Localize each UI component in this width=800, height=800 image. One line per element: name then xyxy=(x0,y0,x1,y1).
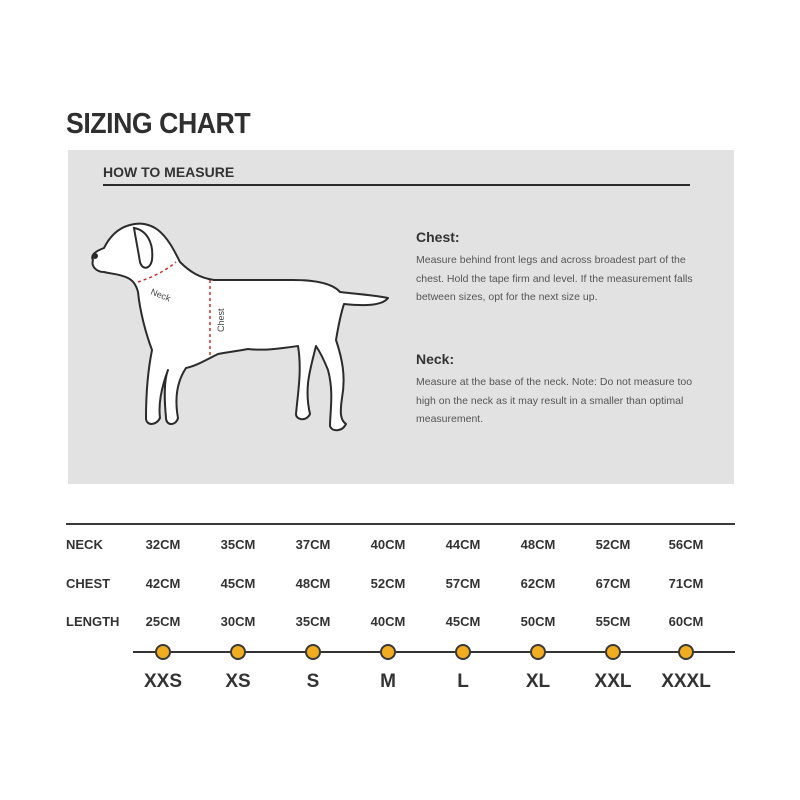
neck-label: Neck xyxy=(149,286,173,304)
table-cell: 52CM xyxy=(370,576,406,591)
table-cell: 35CM xyxy=(220,537,256,552)
table-cell: 48CM xyxy=(520,537,556,552)
size-label-xxs: XXS xyxy=(143,671,183,692)
dog-measurement-diagram xyxy=(88,220,398,440)
row-label: NECK xyxy=(66,537,103,552)
table-row-length xyxy=(0,614,800,634)
how-to-measure-heading: HOW TO MEASURE xyxy=(103,164,235,180)
table-cell: 67CM xyxy=(595,576,631,591)
table-row-chest xyxy=(0,576,800,596)
table-cell: 45CM xyxy=(445,614,481,629)
row-label: CHEST xyxy=(66,576,111,591)
dog-silhouette xyxy=(92,224,388,431)
neck-instructions xyxy=(416,351,706,429)
size-label-l: L xyxy=(457,671,469,692)
table-cell: 52CM xyxy=(595,537,631,552)
table-cell: 44CM xyxy=(445,537,481,552)
table-cell: 35CM xyxy=(295,614,331,629)
table-cell: 55CM xyxy=(595,614,631,629)
size-dot-m xyxy=(380,644,396,660)
size-dot-xxs xyxy=(155,644,171,660)
size-dot-xxl xyxy=(605,644,621,660)
row-label: LENGTH xyxy=(66,614,120,629)
size-label-xl: XL xyxy=(525,671,551,692)
neck-title: Neck: xyxy=(416,351,455,367)
table-cell: 25CM xyxy=(145,614,181,629)
size-dot-s xyxy=(305,644,321,660)
table-cell: 30CM xyxy=(220,614,256,629)
chest-text: Measure behind front legs and across broadest part of the chest. Hold the tape firm and level. If the measurement falls between sizes, opt for the next size up. xyxy=(416,254,693,303)
size-label-xs: XS xyxy=(225,671,251,692)
table-cell: 57CM xyxy=(445,576,481,591)
table-cell: 71CM xyxy=(668,576,704,591)
size-dot-l xyxy=(455,644,471,660)
table-cell: 40CM xyxy=(370,614,406,629)
table-cell: 50CM xyxy=(520,614,556,629)
table-cell: 45CM xyxy=(220,576,256,591)
table-divider xyxy=(66,523,735,525)
table-cell: 48CM xyxy=(295,576,331,591)
size-dot-xxxl xyxy=(678,644,694,660)
table-cell: 37CM xyxy=(295,537,331,552)
page-title: SIZING CHART xyxy=(66,108,251,140)
table-cell: 40CM xyxy=(370,537,406,552)
chest-instructions xyxy=(416,229,706,307)
heading-divider xyxy=(103,184,690,186)
table-cell: 32CM xyxy=(145,537,181,552)
chest-label: Chest xyxy=(216,308,226,332)
size-label-s: S xyxy=(306,671,320,692)
size-dot-xl xyxy=(530,644,546,660)
size-label-xxxl: XXXL xyxy=(661,671,711,692)
table-cell: 42CM xyxy=(145,576,181,591)
size-scale-line xyxy=(133,651,735,653)
table-cell: 62CM xyxy=(520,576,556,591)
how-to-measure-panel xyxy=(68,150,734,484)
size-dot-xs xyxy=(230,644,246,660)
table-cell: 60CM xyxy=(668,614,704,629)
size-label-xxl: XXL xyxy=(594,671,632,692)
neck-text: Measure at the base of the neck. Note: Do not measure too high on the neck as it may result in a smaller than optimal measurement. xyxy=(416,376,693,425)
table-cell: 56CM xyxy=(668,537,704,552)
chest-title: Chest: xyxy=(416,229,460,245)
size-label-m: M xyxy=(380,671,396,692)
table-row-neck xyxy=(0,537,800,557)
dog-nose xyxy=(92,253,98,259)
